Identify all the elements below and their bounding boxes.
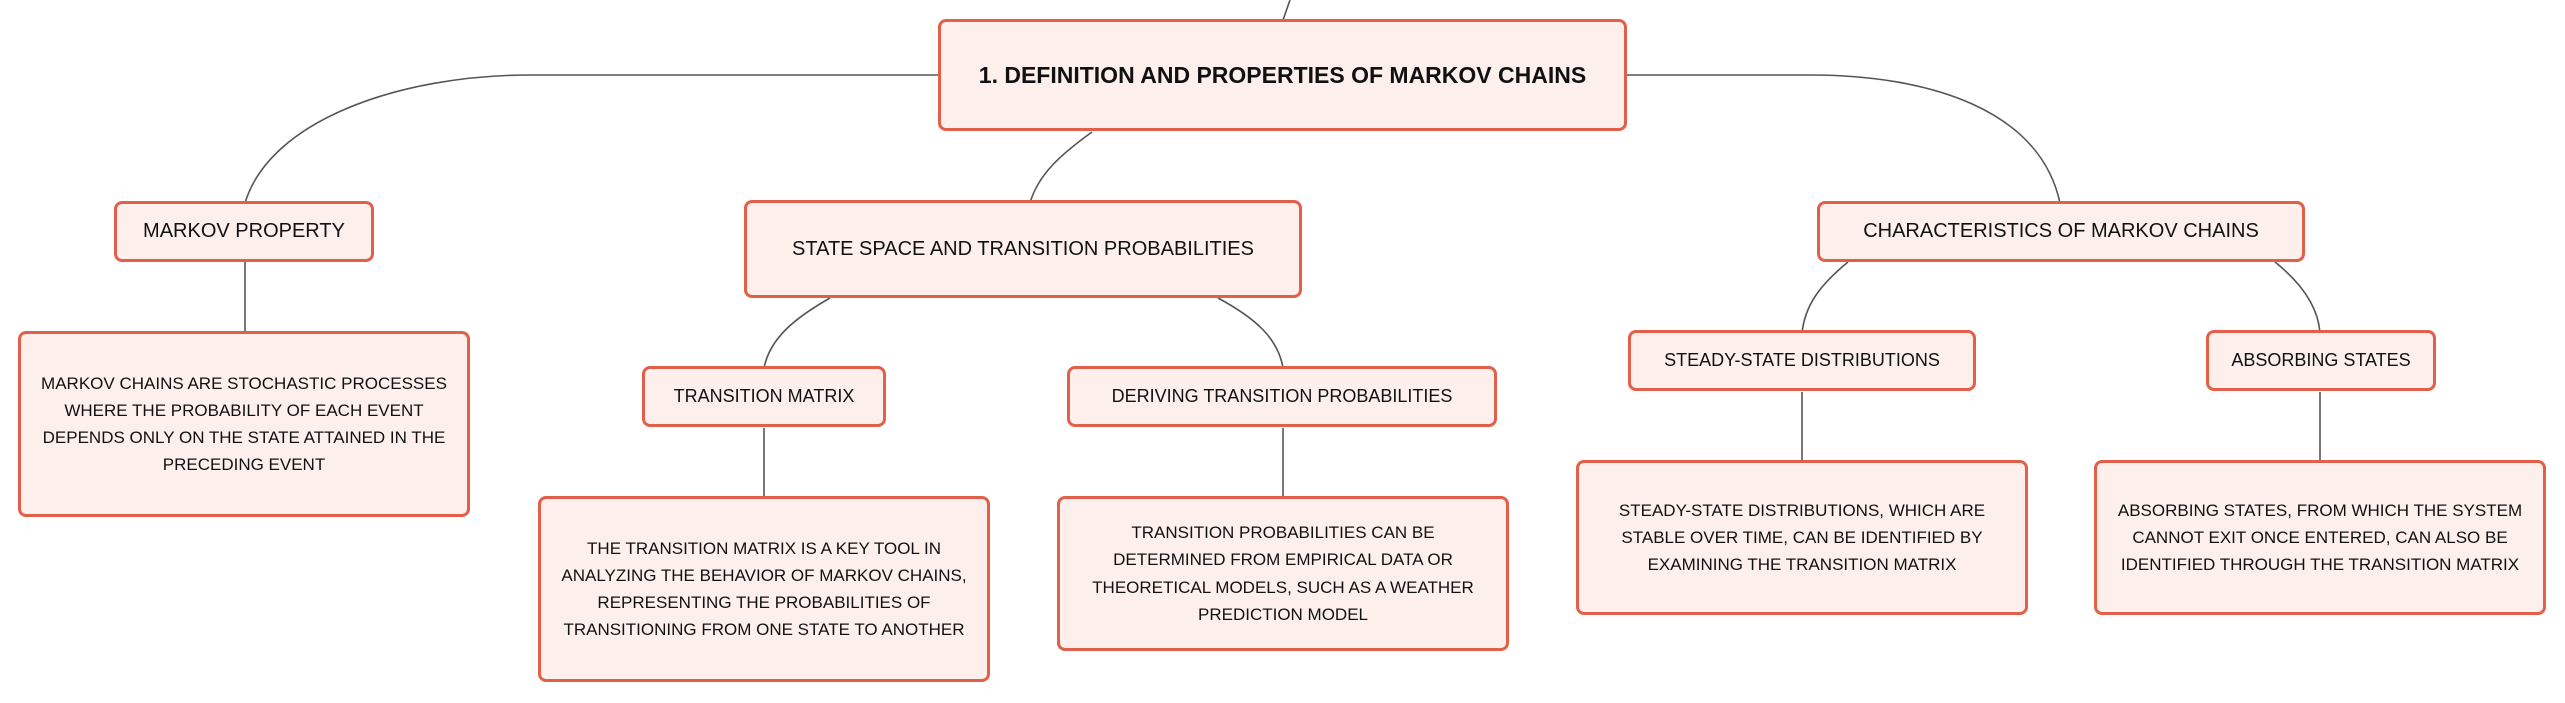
topic-characteristics[interactable]: CHARACTERISTICS OF MARKOV CHAINS — [1817, 201, 2305, 262]
connector-root-characteristics — [1625, 75, 2060, 203]
subtopic-transition-matrix[interactable]: TRANSITION MATRIX — [642, 366, 886, 427]
subtopic-deriving-probabilities[interactable]: DERIVING TRANSITION PROBABILITIES — [1067, 366, 1497, 427]
detail-markov-property[interactable]: MARKOV CHAINS ARE STOCHASTIC PROCESSES WHERE THE PROBABILITY OF EACH EVENT DEPENDS ONLY ON THE STATE ATTAINED IN THE PRECEDING EVENT — [18, 331, 470, 517]
subtopic-steady-state[interactable]: STEADY-STATE DISTRIBUTIONS — [1628, 330, 1976, 391]
detail-deriving-probabilities[interactable]: TRANSITION PROBABILITIES CAN BE DETERMINED FROM EMPIRICAL DATA OR THEORETICAL MODELS, SUCH AS A WEATHER PREDICTION MODEL — [1057, 496, 1509, 651]
connector-root-parent — [1283, 0, 1290, 20]
topic-state-space[interactable]: STATE SPACE AND TRANSITION PROBABILITIES — [744, 200, 1302, 298]
central-topic[interactable]: 1. DEFINITION AND PROPERTIES OF MARKOV CHAINS — [938, 19, 1627, 131]
detail-steady-state[interactable]: STEADY-STATE DISTRIBUTIONS, WHICH ARE STABLE OVER TIME, CAN BE IDENTIFIED BY EXAMINING THE TRANSITION MATRIX — [1576, 460, 2028, 615]
connector-state-space-transition-matrix — [764, 298, 830, 368]
subtopic-absorbing-states[interactable]: ABSORBING STATES — [2206, 330, 2436, 391]
connector-characteristics-absorbing — [2275, 262, 2320, 333]
detail-transition-matrix[interactable]: THE TRANSITION MATRIX IS A KEY TOOL IN ANALYZING THE BEHAVIOR OF MARKOV CHAINS, REPRESENTING THE PROBABILITIES OF TRANSITIONING FROM ONE STATE TO ANOTHER — [538, 496, 990, 682]
connector-state-space-deriving — [1218, 298, 1283, 368]
connector-root-state-space — [1030, 132, 1092, 203]
connector-root-markov-property — [245, 75, 940, 203]
connector-characteristics-steady-state — [1802, 262, 1848, 333]
topic-markov-property[interactable]: MARKOV PROPERTY — [114, 201, 374, 262]
detail-absorbing-states[interactable]: ABSORBING STATES, FROM WHICH THE SYSTEM CANNOT EXIT ONCE ENTERED, CAN ALSO BE IDENTIFIED THROUGH THE TRANSITION MATRIX — [2094, 460, 2546, 615]
